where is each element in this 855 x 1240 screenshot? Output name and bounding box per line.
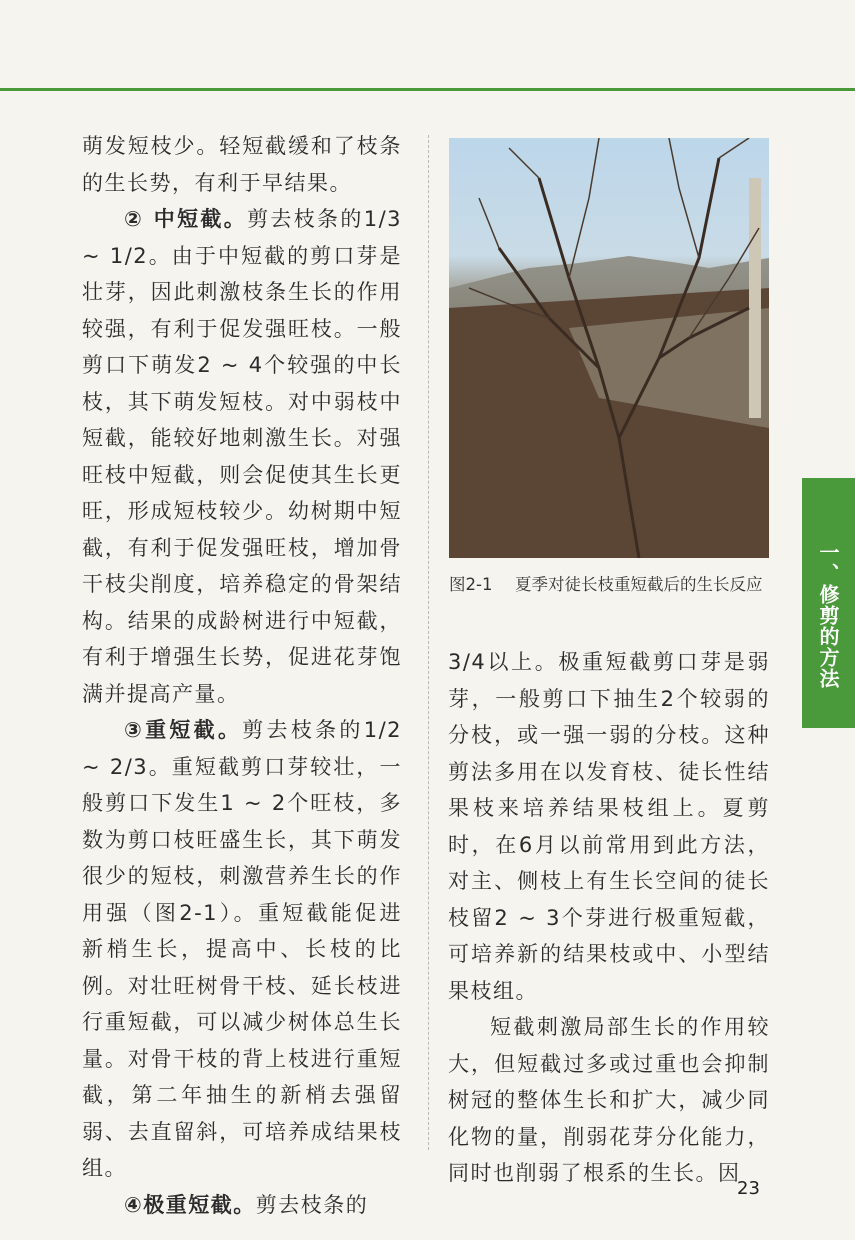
paragraph-extreme-cut xyxy=(82,1187,402,1224)
paragraph-medium-cut xyxy=(82,201,402,712)
paragraph-heavy-cut xyxy=(82,712,402,1187)
heading-heavy-cut: ③重短截。 xyxy=(124,718,243,742)
figure-photo xyxy=(449,138,769,558)
body-heavy-cut: 剪去枝条的1/2 ~ 2/3。重短截剪口芽较壮，一般剪口下发生1 ~ 2个旺枝，多数为剪口枝旺盛生长，其下萌发很少的短枝，刺激营养生长的作用强（图2-1）。重短截能促进新梢生长，提高中、长枝的比例。对壮旺树骨干枝、延长枝进行重短截，可以减少树体总生长量。对骨干枝的背上枝进行重短截，第二年抽生的新梢去强留弱、去直留斜，可培养成结果枝组。 xyxy=(82,718,403,1180)
heading-medium-cut: ② 中短截。 xyxy=(124,207,248,231)
figure-number: 图2-1 xyxy=(449,575,493,594)
orchard-tree-illustration xyxy=(449,138,769,558)
top-rule xyxy=(0,88,855,91)
chapter-side-tab-label: 一、修剪的方法 xyxy=(816,542,840,689)
paragraph-cut-effects: 短截刺激局部生长的作用较大，但短截过多或过重也会抑制树冠的整体生长和扩大，减少同化物的量，削弱花芽分化能力，同时也削弱了根系的生长。因 xyxy=(448,1015,770,1185)
figure-caption xyxy=(449,572,769,597)
figure-caption-text: 夏季对徒长枝重短截后的生长反应 xyxy=(515,575,763,594)
paragraph-light-cut-end: 萌发短枝少。轻短截缓和了枝条的生长势，有利于早结果。 xyxy=(82,134,402,195)
body-medium-cut: 剪去枝条的1/3 ~ 1/2。由于中短截的剪口芽是壮芽，因此刺激枝条生长的作用较强，有利于促发强旺枝。一般剪口下萌发2 ~ 4个较强的中长枝，其下萌发短枝。对中弱枝中短截，能较好地刺激生长。对强旺枝中短截，则会促使其生长更旺，形成短枝较少。幼树期中短截，有利于促发强旺枝，增加骨干枝尖削度，培养稳定的骨架结构。结果的成龄树进行中短截，有利于增强生长势，促进花芽饱满并提高产量。 xyxy=(82,207,402,706)
body-extreme-cut: 剪去枝条的 xyxy=(255,1192,369,1217)
page-number: 23 xyxy=(737,1178,760,1199)
paragraph-extreme-cut-cont: 3/4以上。极重短截剪口芽是弱芽，一般剪口下抽生2个较弱的分枝，或一强一弱的分枝。这种剪法多用在以发育枝、徒长性结果枝来培养结果枝组上。夏剪时，在6月以前常用到此方法，对主、侧枝上有生长空间的徒长枝留2 ~ 3个芽进行极重短截，可培养新的结果枝或中、小型结果枝组。 xyxy=(448,650,770,1003)
left-column xyxy=(82,128,402,1223)
chapter-side-tab xyxy=(802,478,855,728)
column-divider xyxy=(428,135,429,1150)
right-column xyxy=(448,644,770,1192)
heading-extreme-cut: ④极重短截。 xyxy=(124,1192,256,1217)
